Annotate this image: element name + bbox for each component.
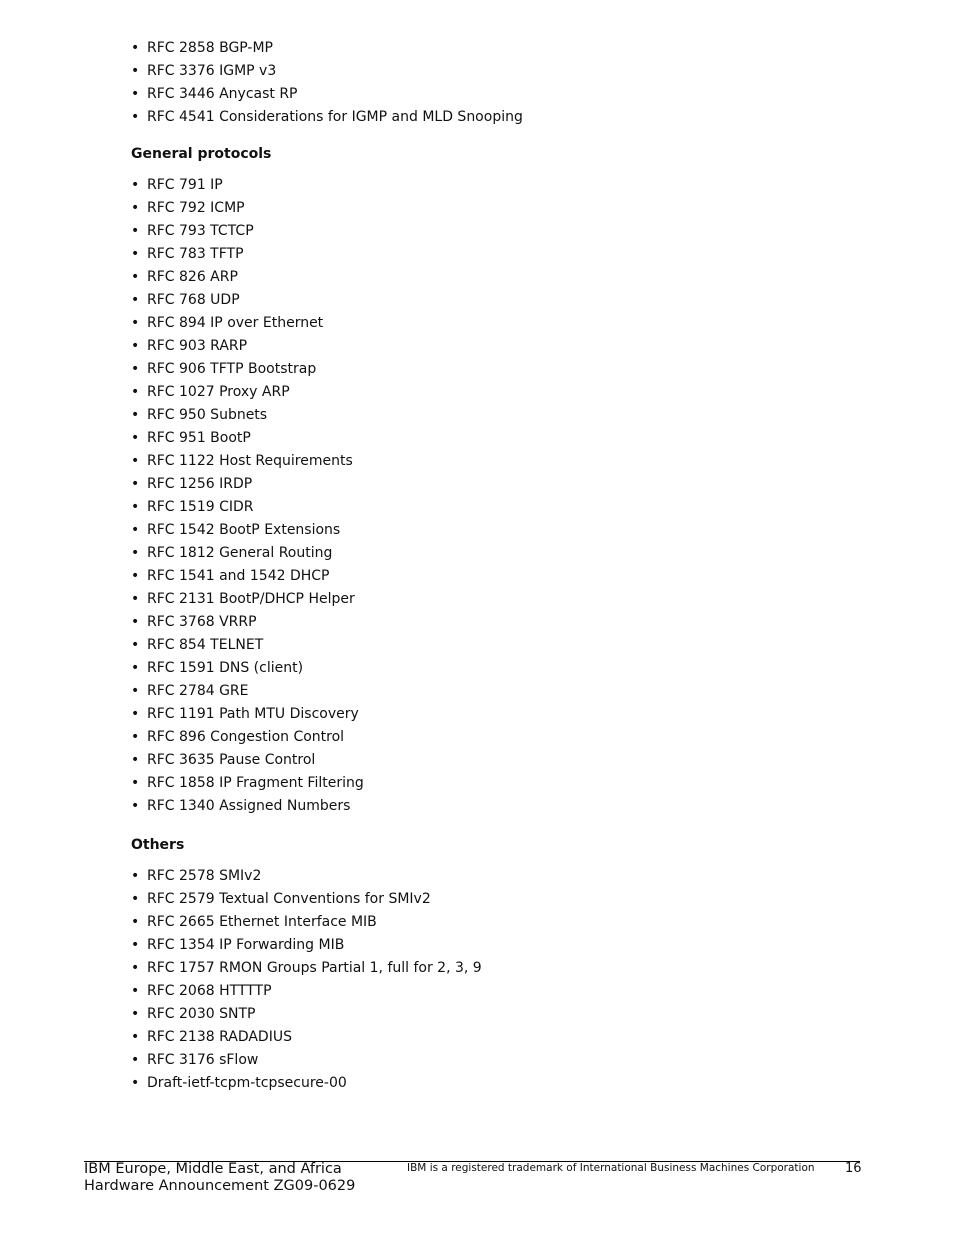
list-item-text: RFC 792 ICMP xyxy=(147,200,245,216)
list-item xyxy=(131,980,482,1003)
bullet-icon: • xyxy=(131,1006,140,1022)
general-protocols-heading: General protocols xyxy=(131,146,272,162)
bullet-icon: • xyxy=(131,292,140,308)
list-item xyxy=(131,496,364,519)
bullet-icon: • xyxy=(131,1029,140,1045)
bullet-icon: • xyxy=(131,614,140,630)
list-item xyxy=(131,772,364,795)
bullet-icon: • xyxy=(131,983,140,999)
list-item-text: RFC 906 TFTP Bootstrap xyxy=(147,361,317,377)
list-item xyxy=(131,680,364,703)
bullet-icon: • xyxy=(131,407,140,423)
list-item-text: RFC 1541 and 1542 DHCP xyxy=(147,568,330,584)
list-item-text: RFC 2665 Ethernet Interface MIB xyxy=(147,914,377,930)
list-item xyxy=(131,934,482,957)
list-item xyxy=(131,197,364,220)
list-item-text: RFC 894 IP over Ethernet xyxy=(147,315,324,331)
bullet-icon: • xyxy=(131,522,140,538)
bullet-icon: • xyxy=(131,891,140,907)
list-item xyxy=(131,911,482,934)
list-item-text: RFC 4541 Considerations for IGMP and MLD Snooping xyxy=(147,109,523,125)
list-item xyxy=(131,795,364,818)
list-item xyxy=(131,1049,482,1072)
list-item xyxy=(131,450,364,473)
list-item xyxy=(131,1072,482,1095)
list-item-text: RFC 1591 DNS (client) xyxy=(147,660,304,676)
bullet-icon: • xyxy=(131,591,140,607)
list-item xyxy=(131,312,364,335)
list-item xyxy=(131,289,364,312)
bullet-icon: • xyxy=(131,246,140,262)
list-item xyxy=(131,335,364,358)
list-item xyxy=(131,1003,482,1026)
list-item-text: RFC 3635 Pause Control xyxy=(147,752,316,768)
list-item xyxy=(131,611,364,634)
list-item-text: RFC 2784 GRE xyxy=(147,683,249,699)
list-item xyxy=(131,174,364,197)
bullet-icon: • xyxy=(131,1052,140,1068)
bullet-icon: • xyxy=(131,200,140,216)
list-item-text: RFC 768 UDP xyxy=(147,292,240,308)
list-item-text: RFC 854 TELNET xyxy=(147,637,264,653)
list-item-text: RFC 1519 CIDR xyxy=(147,499,254,515)
bullet-icon: • xyxy=(131,798,140,814)
list-item xyxy=(131,243,364,266)
list-item xyxy=(131,106,523,129)
bullet-icon: • xyxy=(131,637,140,653)
general-protocols-list xyxy=(131,174,364,818)
bullet-icon: • xyxy=(131,384,140,400)
list-item-text: RFC 1191 Path MTU Discovery xyxy=(147,706,359,722)
list-item-text: RFC 2138 RADADIUS xyxy=(147,1029,292,1045)
list-item xyxy=(131,473,364,496)
list-item xyxy=(131,865,482,888)
list-item-text: RFC 1354 IP Forwarding MIB xyxy=(147,937,345,953)
list-item xyxy=(131,588,364,611)
list-item-text: RFC 903 RARP xyxy=(147,338,248,354)
list-item xyxy=(131,60,523,83)
list-item-text: RFC 1858 IP Fragment Filtering xyxy=(147,775,364,791)
bullet-icon: • xyxy=(131,86,140,102)
list-item xyxy=(131,1026,482,1049)
list-item-text: RFC 826 ARP xyxy=(147,269,238,285)
bullet-icon: • xyxy=(131,1075,140,1091)
list-item-text: RFC 951 BootP xyxy=(147,430,251,446)
list-item-text: RFC 1812 General Routing xyxy=(147,545,333,561)
footer-announcement-id: Hardware Announcement ZG09-0629 xyxy=(84,1178,356,1194)
bullet-icon: • xyxy=(131,545,140,561)
bullet-icon: • xyxy=(131,499,140,515)
bullet-icon: • xyxy=(131,63,140,79)
bullet-icon: • xyxy=(131,315,140,331)
others-list xyxy=(131,865,482,1095)
list-item-text: RFC 2578 SMIv2 xyxy=(147,868,262,884)
bullet-icon: • xyxy=(131,660,140,676)
list-item xyxy=(131,565,364,588)
list-item-text: Draft-ietf-tcpm-tcpsecure-00 xyxy=(147,1075,347,1091)
list-item xyxy=(131,266,364,289)
list-item-text: RFC 1256 IRDP xyxy=(147,476,253,492)
list-item xyxy=(131,83,523,106)
multicast-rfc-list xyxy=(131,37,523,129)
list-item xyxy=(131,634,364,657)
list-item-text: RFC 950 Subnets xyxy=(147,407,268,423)
bullet-icon: • xyxy=(131,752,140,768)
list-item xyxy=(131,220,364,243)
list-item-text: RFC 2068 HTTTTP xyxy=(147,983,272,999)
list-item xyxy=(131,542,364,565)
bullet-icon: • xyxy=(131,914,140,930)
list-item-text: RFC 1340 Assigned Numbers xyxy=(147,798,351,814)
bullet-icon: • xyxy=(131,568,140,584)
footer-trademark-note: IBM is a registered trademark of International Business Machines Corporation xyxy=(407,1162,815,1174)
list-item-text: RFC 2579 Textual Conventions for SMIv2 xyxy=(147,891,431,907)
bullet-icon: • xyxy=(131,960,140,976)
list-item-text: RFC 3176 sFlow xyxy=(147,1052,259,1068)
bullet-icon: • xyxy=(131,177,140,193)
list-item-text: RFC 3768 VRRP xyxy=(147,614,257,630)
list-item-text: RFC 1757 RMON Groups Partial 1, full for 2, 3, 9 xyxy=(147,960,482,976)
list-item xyxy=(131,427,364,450)
list-item xyxy=(131,358,364,381)
bullet-icon: • xyxy=(131,937,140,953)
bullet-icon: • xyxy=(131,775,140,791)
bullet-icon: • xyxy=(131,361,140,377)
bullet-icon: • xyxy=(131,453,140,469)
bullet-icon: • xyxy=(131,683,140,699)
bullet-icon: • xyxy=(131,109,140,125)
list-item-text: RFC 3376 IGMP v3 xyxy=(147,63,277,79)
list-item-text: RFC 2131 BootP/DHCP Helper xyxy=(147,591,355,607)
list-item-text: RFC 896 Congestion Control xyxy=(147,729,345,745)
list-item xyxy=(131,703,364,726)
list-item xyxy=(131,957,482,980)
list-item xyxy=(131,381,364,404)
list-item xyxy=(131,726,364,749)
list-item-text: RFC 1027 Proxy ARP xyxy=(147,384,290,400)
bullet-icon: • xyxy=(131,430,140,446)
bullet-icon: • xyxy=(131,868,140,884)
list-item-text: RFC 2030 SNTP xyxy=(147,1006,256,1022)
list-item-text: RFC 783 TFTP xyxy=(147,246,244,262)
bullet-icon: • xyxy=(131,40,140,56)
footer-announcement xyxy=(84,1161,355,1195)
list-item-text: RFC 791 IP xyxy=(147,177,223,193)
bullet-icon: • xyxy=(131,706,140,722)
bullet-icon: • xyxy=(131,476,140,492)
bullet-icon: • xyxy=(131,269,140,285)
bullet-icon: • xyxy=(131,223,140,239)
list-item-text: RFC 2858 BGP-MP xyxy=(147,40,273,56)
list-item-text: RFC 793 TCTCP xyxy=(147,223,254,239)
bullet-icon: • xyxy=(131,338,140,354)
list-item-text: RFC 1542 BootP Extensions xyxy=(147,522,341,538)
bullet-icon: • xyxy=(131,729,140,745)
list-item-text: RFC 1122 Host Requirements xyxy=(147,453,353,469)
footer-region: IBM Europe, Middle East, and Africa xyxy=(84,1161,342,1177)
page-number: 16 xyxy=(845,1161,862,1176)
list-item xyxy=(131,519,364,542)
list-item xyxy=(131,888,482,911)
list-item-text: RFC 3446 Anycast RP xyxy=(147,86,298,102)
list-item xyxy=(131,404,364,427)
list-item xyxy=(131,749,364,772)
list-item xyxy=(131,37,523,60)
others-heading: Others xyxy=(131,837,185,853)
list-item xyxy=(131,657,364,680)
